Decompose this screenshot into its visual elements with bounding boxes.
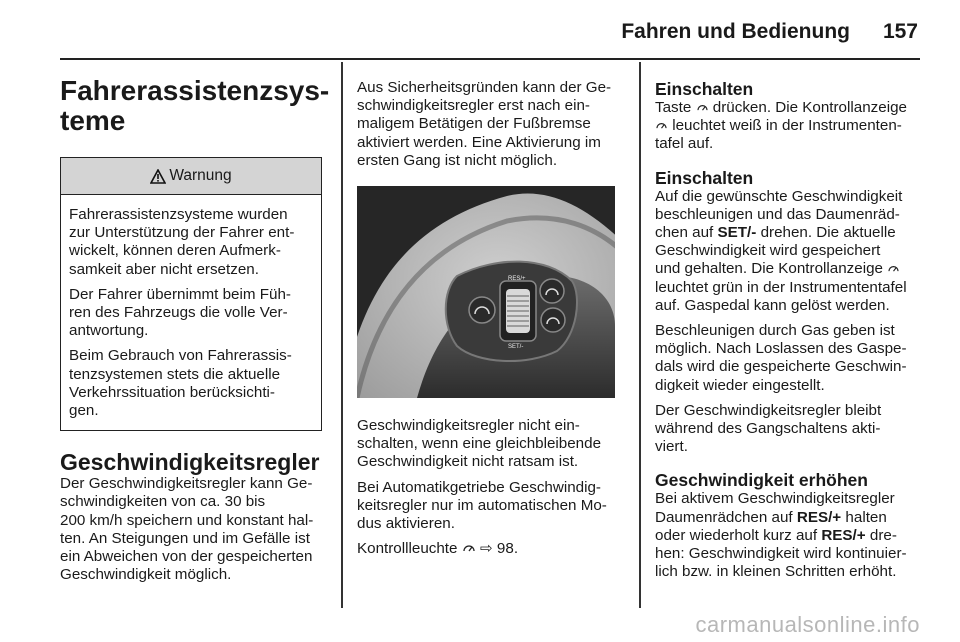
section-title: Geschwindigkeitsregler bbox=[60, 449, 320, 476]
warning-paragraph: Beim Gebrauch von Fahrerassis- tenzsystemen stets die aktuelle Verkehrssituation berücksichti- gen. bbox=[69, 347, 292, 420]
warning-paragraph: Der Fahrer übernimmt beim Füh- ren des Fahrzeugs die volle Ver- antwortung. bbox=[69, 285, 291, 340]
body-paragraph: Taste drücken. Die Kontrollanzeige leuchtet weiß in der Instrumenten- tafel auf. bbox=[655, 99, 907, 153]
header-title: Fahren und Bedienung bbox=[621, 20, 850, 43]
column-divider-2 bbox=[639, 62, 641, 608]
cruise-control-indicator-icon bbox=[887, 263, 900, 273]
cruise-control-icon bbox=[696, 102, 709, 112]
warning-body bbox=[61, 195, 321, 430]
body-paragraph: Der Geschwindigkeitsregler bleibt während des Gangschaltens akti- viert. bbox=[655, 401, 882, 456]
set-label: SET/- bbox=[508, 344, 524, 351]
intro-paragraph: Aus Sicherheitsgründen kann der Ge- schwindigkeitsregler erst nach ein- maligem Betätigen der Fußbremse aktiviert werden. Eine Aktivierung im ersten Gang ist nicht möglich. bbox=[357, 79, 612, 169]
subheading: Geschwindigkeit erhöhen bbox=[655, 470, 868, 491]
body-paragraph: Beschleunigen durch Gas geben ist möglich. Nach Loslassen des Gaspe- dals wird die gespeicherte Geschwin- digkeit wieder eingestellt. bbox=[655, 322, 907, 394]
res-label: RES/+ bbox=[508, 276, 526, 283]
body-paragraph: Geschwindigkeitsregler nicht ein- schalten, wenn eine gleichbleibende Geschwindigkeit nicht ratsam ist. bbox=[357, 417, 602, 471]
middle-column bbox=[357, 79, 622, 558]
left-column bbox=[60, 70, 330, 584]
watermark: carmanualsonline.info bbox=[695, 612, 920, 637]
page-title: Fahrerassistenzsys- teme bbox=[60, 75, 330, 136]
warning-box bbox=[60, 157, 322, 431]
cruise-control-indicator-icon bbox=[655, 120, 668, 130]
warning-header bbox=[61, 158, 321, 195]
steering-wheel-photo bbox=[357, 186, 615, 398]
column-divider-1 bbox=[341, 62, 343, 608]
subheading: Einschalten bbox=[655, 79, 754, 99]
section-paragraph: Der Geschwindigkeitsregler kann Ge- schwindigkeiten von ca. 30 bis 200 km/h speichern und konstant hal- ten. An Steigungen und im Gefälle ist ein Abweichen von der gespeicherten Geschwindigkeit möglich. bbox=[60, 475, 314, 584]
right-column bbox=[655, 79, 925, 581]
body-paragraph: Bei aktivem Geschwindigkeitsregler Daumenrädchen auf RES/+ halten oder wiederholt kurz auf RES/+ dre- hen: Geschwindigkeit wird kontinuier- lich bzw. in kleinen Schritten erhöht. bbox=[655, 490, 907, 581]
header-rule bbox=[60, 58, 920, 60]
subheading: Einschalten bbox=[655, 167, 754, 188]
body-paragraph: Auf die gewünschte Geschwindigkeit beschleunigen und das Daumenräd- chen auf SET/- drehen. Die aktuelle Geschwindigkeit wird gespeichert und gehalten. Die Kontrollanzeige leuchtet grün in der Instrumententafel auf. Gaspedal kann gelöst werden. bbox=[655, 187, 907, 314]
body-paragraph: Bei Automatikgetriebe Geschwindig- keitsregler nur im automatischen Mo- dus aktivieren. bbox=[357, 478, 607, 533]
cruise-control-indicator-icon bbox=[462, 542, 476, 553]
warning-triangle-icon bbox=[150, 169, 166, 184]
warning-label: Warnung bbox=[169, 167, 232, 184]
page-number: 157 bbox=[882, 20, 918, 43]
page-header bbox=[0, 20, 960, 44]
cross-reference: Kontrollleuchte ⇨ 98. bbox=[357, 540, 519, 558]
warning-paragraph: Fahrerassistenzsysteme wurden zur Unterstützung der Fahrer ent- wickelt, können deren Aufmerk- samkeit aber nicht ersetzen. bbox=[69, 206, 295, 278]
page-ref-arrow: ⇨ bbox=[479, 540, 493, 558]
